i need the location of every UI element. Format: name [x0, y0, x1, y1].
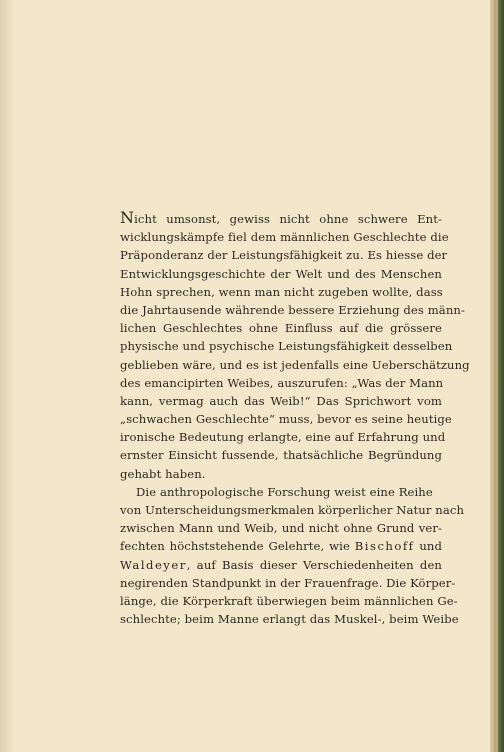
text-line: des emancipirten Weibes, auszurufen: „Was der Mann — [120, 375, 444, 390]
text-line: von Unterscheidungsmerkmalen körperlicher Natur nach — [120, 503, 465, 517]
emphasized-name: Bischoff — [354, 539, 415, 554]
text-line: schlechte; beim Manne erlangt das Muskel-, beim Weibe — [120, 612, 459, 627]
text-line: Präponderanz der Leistungsfähigkeit zu. Es hiesse der — [120, 248, 448, 263]
initial-letter: N — [120, 208, 135, 227]
text-line: ernster Einsicht fussende, thatsächliche Begründung — [120, 448, 442, 463]
text-line: gehabt haben. — [120, 466, 206, 481]
text-line: kann, vermag auch das Weib!“ Das Sprichwort vom — [120, 393, 442, 408]
text-line: Die anthropologische Forschung weist eine Reihe — [136, 484, 433, 499]
text-line: lichen Geschlechtes ohne Einfluss auf die grössere — [120, 321, 442, 336]
text-line: „schwachen Geschlechte“ muss, bevor es seine heutige — [120, 412, 452, 427]
page-edge-shadow — [0, 0, 14, 752]
text-line: fechten höchststehende Gelehrte, wie Bischoff und — [120, 539, 442, 554]
text-line: ironische Bedeutung erlangte, eine auf Erfahrung und — [120, 430, 446, 445]
text-line: Nicht umsonst, gewiss nicht ohne schwere Ent- — [120, 208, 442, 227]
text-line: wicklungskämpfe fiel dem männlichen Geschlechte die — [120, 230, 449, 245]
text-line: physische und psychische Leistungsfähigkeit desselben — [120, 339, 453, 354]
body-text — [120, 208, 470, 628]
text-line: Waldeyer, auf Basis dieser Verschiedenheiten den — [120, 557, 442, 572]
text-line: zwischen Mann und Weib, und nicht ohne Grund ver- — [120, 521, 442, 536]
text-line: Entwicklungsgeschichte der Welt und des Menschen — [120, 266, 442, 281]
text-line: Hohn sprechen, wenn man nicht zugeben wollte, dass — [120, 284, 443, 299]
text-line: negirenden Standpunkt in der Frauenfrage. Die Körper- — [120, 575, 456, 590]
text-line: länge, die Körperkraft überwiegen beim männlichen Ge- — [120, 593, 458, 608]
text-line: die Jahrtausende währende bessere Erziehung des männ- — [120, 302, 465, 317]
emphasized-name: Waldeyer — [120, 557, 187, 572]
book-spine-edge — [490, 0, 504, 752]
text-line: geblieben wäre, und es ist jedenfalls eine Ueberschätzung — [120, 357, 470, 372]
